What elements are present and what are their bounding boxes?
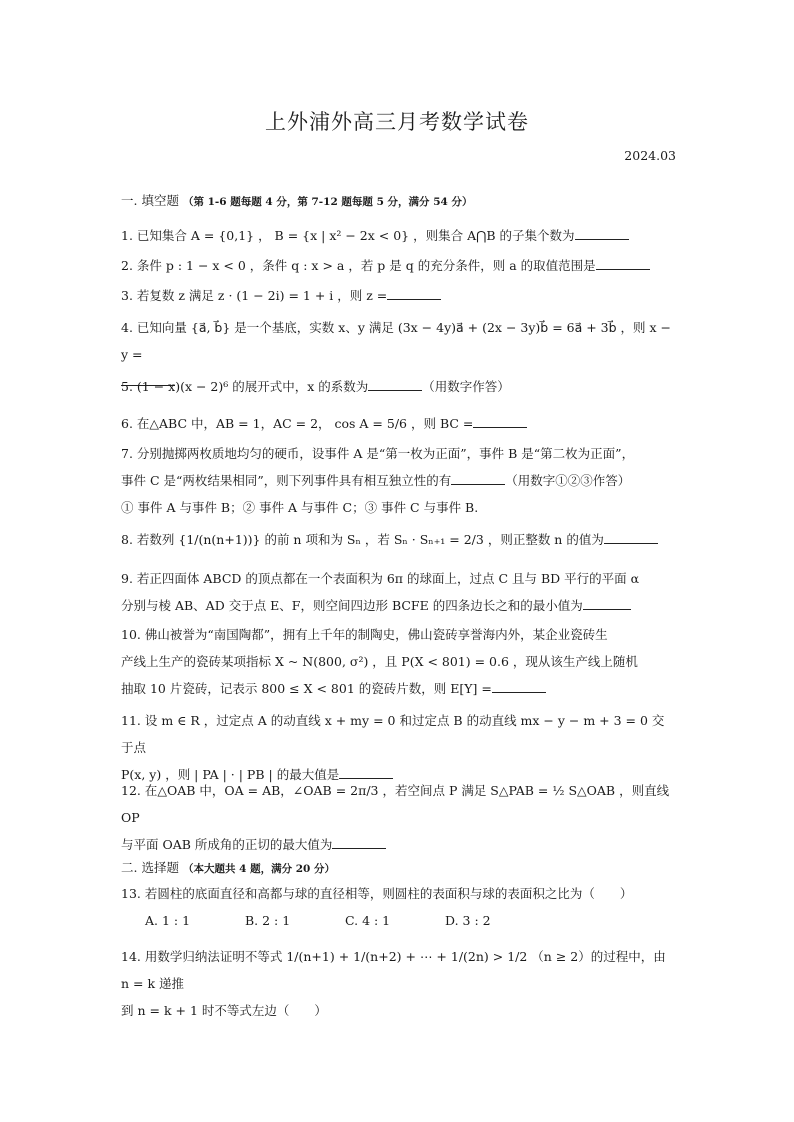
question-14: [121, 943, 673, 1024]
question-text: 3. 若复数 z 满足 z · (1 − 2i) = 1 + i ，则 z =: [121, 288, 388, 303]
question-text: 9. 若正四面体 ABCD 的顶点都在一个表面积为 6π 的球面上，过点 C 且与 BD 平行的平面 α: [121, 571, 640, 586]
question-text: 事件 C 是“两枚结果相同”，则下列事件具有相互独立性的有: [121, 473, 452, 488]
question-text: 11. 设 m ∈ R ，过定点 A 的动直线 x + my = 0 和过定点 B 的动直线 mx − y − m + 3 = 0 交于点: [121, 713, 665, 755]
question-8: [121, 526, 673, 553]
section-note: （第 1-6 题每题 4 分，第 7-12 题每题 5 分，满分 54 分）: [182, 196, 473, 208]
answer-blank[interactable]: [332, 847, 386, 849]
question-hint: （用数字①②③作答）: [505, 473, 631, 488]
question-text: 产线上生产的瓷砖某项指标 X ~ N(800, σ²) ，且 P(X < 801) = 0.6 ，现从该生产线上随机: [121, 654, 638, 669]
answer-blank[interactable]: [596, 268, 650, 270]
section-fill-in-heading: [121, 191, 472, 209]
option-list: [121, 907, 673, 934]
section-title: 二. 选择题: [121, 860, 179, 875]
question-5: [121, 373, 673, 400]
exam-title: 上外浦外高三月考数学试卷: [265, 110, 529, 134]
question-text: 12. 在△OAB 中，OA = AB，∠OAB = 2π/3 ，若空间点 P 满足 S△PAB = ½ S△OAB ，则直线 OP: [121, 783, 670, 825]
answer-blank[interactable]: [604, 542, 658, 544]
question-text: 抽取 10 片瓷砖，记表示 800 ≤ X < 801 的瓷砖片数，则 E[Y] =: [121, 681, 492, 696]
answer-blank[interactable]: [368, 389, 422, 391]
option-a[interactable]: A. 1 : 1: [145, 913, 191, 928]
question-11: [121, 707, 673, 788]
question-text: 分别与棱 AB、AD 交于点 E、F，则空间四边形 BCFE 的四条边长之和的最小值为: [121, 598, 583, 613]
question-text: 到 n = k + 1 时不等式左边（ ）: [121, 1003, 327, 1018]
question-text: 14. 用数学归纳法证明不等式 1/(n+1) + 1/(n+2) + ⋯ + 1/(2n) > 1/2 （n ≥ 2）的过程中，由 n = k 递推: [121, 949, 666, 991]
question-text: 与平面 OAB 所成角的正切的最大值为: [121, 837, 333, 852]
question-text: P(x, y) ，则 | PA | · | PB | 的最大值是: [121, 767, 340, 782]
answer-blank[interactable]: [575, 238, 629, 240]
question-text: 2. 条件 p : 1 − x < 0 ，条件 q : x > a ，若 p 是 q 的充分条件，则 a 的取值范围是: [121, 258, 596, 273]
question-text: 13. 若圆柱的底面直径和高都与球的直径相等，则圆柱的表面积与球的表面积之比为（ ）: [121, 886, 633, 901]
question-hint: （用数字作答）: [422, 379, 510, 394]
answer-blank[interactable]: [387, 298, 441, 300]
question-2: [121, 252, 673, 279]
answer-blank[interactable]: [492, 691, 546, 693]
section-note: （本大题共 4 题，满分 20 分）: [182, 863, 335, 875]
question-text: 4. 已知向量 {a⃗, b⃗} 是一个基底，实数 x、y 满足 (3x − 4y)a⃗ + (2x − 3y)b⃗ = 6a⃗ + 3b⃗ ，则 x − y =: [121, 320, 672, 362]
option-d[interactable]: D. 3 : 2: [445, 913, 491, 928]
exam-date: 2024.03: [624, 148, 676, 163]
question-text: 7. 分别抛掷两枚质地均匀的硬币，设事件 A 是“第一枚为正面”，事件 B 是“第二枚为正面”，: [121, 446, 635, 461]
answer-blank[interactable]: [451, 483, 505, 485]
question-text: 5. (1 − x)(x − 2)⁶ 的展开式中，x 的系数为: [121, 379, 369, 394]
answer-blank[interactable]: [583, 608, 631, 610]
question-7: [121, 440, 673, 521]
question-text: 8. 若数列 {1/(n(n+1))} 的前 n 项和为 Sₙ ，若 Sₙ · Sₙ₊₁ = 2/3 ，则正整数 n 的值为: [121, 532, 604, 547]
option-b[interactable]: B. 2 : 1: [245, 913, 291, 928]
question-text: 10. 佛山被誉为“南国陶都”，拥有上千年的制陶史，佛山瓷砖享誉海内外，某企业瓷砖生: [121, 627, 608, 642]
question-1: [121, 222, 673, 249]
question-10: [121, 621, 673, 702]
question-text: 6. 在△ABC 中，AB = 1，AC = 2， cos A = 5/6 ，则 BC =: [121, 416, 474, 431]
question-text: 1. 已知集合 A = {0,1} ， B = {x | x² − 2x < 0} ，则集合 A⋂B 的子集个数为: [121, 228, 575, 243]
section-title: 一. 填空题: [121, 193, 179, 208]
option-c[interactable]: C. 4 : 1: [345, 913, 391, 928]
answer-blank[interactable]: [473, 426, 527, 428]
question-options: ① 事件 A 与事件 B；② 事件 A 与事件 C；③ 事件 C 与事件 B.: [121, 500, 479, 515]
question-6: [121, 410, 673, 437]
question-12: [121, 777, 673, 858]
question-13: [121, 880, 673, 934]
section-choice-heading: [121, 858, 335, 876]
question-9: [121, 565, 673, 619]
question-3: [121, 282, 673, 309]
